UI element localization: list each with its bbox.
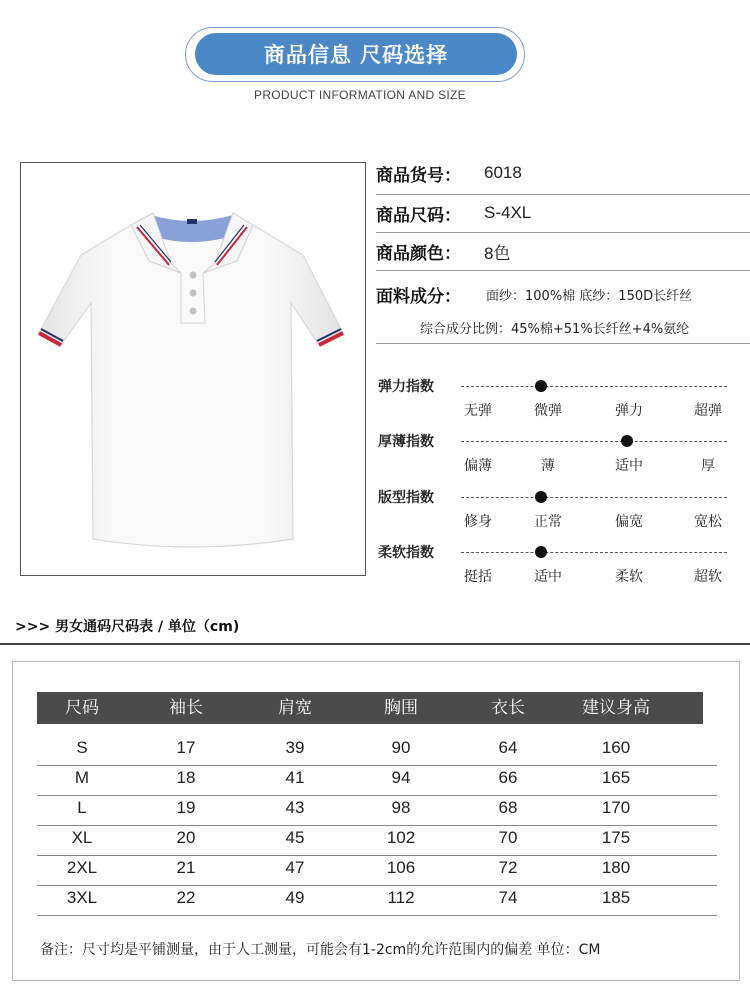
index-option: 厚 (701, 458, 715, 474)
size-table-header: 衣长 (491, 698, 525, 718)
product-image-frame (20, 162, 366, 576)
index-option: 修身 (464, 514, 492, 530)
index-option: 挺括 (464, 569, 492, 585)
divider (376, 270, 750, 271)
size-table-cell: 45 (285, 828, 305, 847)
item-number-label: 商品货号： (376, 165, 461, 186)
page-title: 商品信息 尺码选择 (195, 33, 517, 75)
index-option: 适中 (534, 569, 562, 585)
index-label: 版型指数 (378, 490, 434, 506)
size-range-label: 商品尺码： (376, 205, 461, 226)
index-selected-marker (535, 380, 547, 392)
size-range-row (376, 200, 750, 226)
index-label: 弹力指数 (378, 379, 434, 395)
size-table-cell: M (74, 768, 90, 787)
size-table-cell: 175 (601, 828, 631, 847)
item-number-value: 6018 (484, 163, 522, 182)
size-table-cell: 18 (176, 768, 196, 787)
index-option: 弹力 (615, 403, 643, 419)
index-option: 柔软 (615, 569, 643, 585)
index-option: 薄 (541, 458, 555, 474)
index-option: 偏薄 (464, 458, 492, 474)
size-table-cell: 102 (386, 828, 416, 847)
fabric-value: 面纱：100%棉 底纱：150D长纤丝 (486, 288, 693, 304)
size-table-cell: 43 (285, 798, 305, 817)
index-scale-line (461, 552, 727, 553)
table-row-divider (37, 915, 717, 916)
index-scale-line (461, 441, 727, 442)
size-table-cell: 160 (601, 738, 631, 757)
size-table-cell: 66 (498, 768, 518, 787)
table-row-divider (37, 825, 717, 826)
fabric-row (376, 281, 750, 307)
index-label: 柔软指数 (378, 545, 434, 561)
table-row-divider (37, 795, 717, 796)
table-row-divider (37, 855, 717, 856)
heading-divider (0, 643, 750, 645)
index-option: 超软 (694, 569, 722, 585)
size-table-header: 肩宽 (278, 698, 312, 718)
page-subtitle: PRODUCT INFORMATION AND SIZE (254, 88, 466, 102)
polo-shirt-image (21, 163, 365, 575)
size-table-cell: 180 (601, 858, 631, 877)
size-table-cell: 21 (176, 858, 196, 877)
size-table-heading: >>> 男女通码尺码表 / 单位（cm) (15, 619, 240, 635)
size-table-cell: 20 (176, 828, 196, 847)
fabric-ratio: 综合成分比例：45%棉+51%长纤丝+4%氨纶 (420, 322, 690, 337)
size-table-cell: 64 (498, 738, 518, 757)
size-table-cell: 39 (285, 738, 305, 757)
size-table-cell: 98 (391, 798, 411, 817)
size-range-value: S-4XL (484, 203, 532, 222)
color-count-row (376, 238, 750, 264)
size-table-cell: 41 (285, 768, 305, 787)
size-table-cell: 49 (285, 888, 305, 907)
size-table-cell: 106 (386, 858, 416, 877)
size-table-cell: 112 (387, 888, 415, 907)
size-table-cell: 19 (176, 798, 196, 817)
measurement-note: 备注：尺寸均是平铺测量，由于人工测量，可能会有1-2cm的允许范围内的偏差 单位：CM (40, 942, 601, 958)
size-table-cell: L (77, 798, 87, 817)
table-row-divider (37, 765, 717, 766)
size-table-cell: 170 (601, 798, 631, 817)
size-table-cell: 90 (391, 738, 411, 757)
index-option: 微弹 (534, 403, 562, 419)
table-row-divider (37, 885, 717, 886)
divider (376, 232, 750, 233)
index-option: 宽松 (694, 514, 722, 530)
item-number-row (376, 160, 750, 186)
index-option: 偏宽 (615, 514, 643, 530)
size-table-cell: 22 (176, 888, 196, 907)
size-table-cell: XL (71, 828, 93, 847)
index-selected-marker (621, 435, 633, 447)
size-table-cell: 165 (601, 768, 631, 787)
size-table-cell: 94 (391, 768, 411, 787)
divider (376, 194, 750, 195)
size-table-cell: 72 (498, 858, 518, 877)
index-option: 超弹 (694, 403, 722, 419)
size-table-header: 尺码 (65, 698, 99, 718)
size-table-cell: 17 (176, 738, 196, 757)
index-option: 无弹 (464, 403, 492, 419)
size-table-cell: 70 (498, 828, 518, 847)
color-count-label: 商品颜色： (376, 243, 461, 264)
size-table-header: 建议身高 (582, 698, 650, 718)
divider (376, 343, 750, 344)
size-table-header: 胸围 (384, 698, 418, 718)
index-selected-marker (535, 491, 547, 503)
index-scale-line (461, 386, 727, 387)
index-option: 适中 (615, 458, 643, 474)
color-count-value: 8色 (484, 243, 511, 263)
size-table-cell: 2XL (66, 858, 98, 877)
size-table-header: 袖长 (169, 698, 203, 718)
size-table-cell: S (76, 738, 88, 757)
size-table-cell: 74 (498, 888, 518, 907)
size-table-cell: 47 (285, 858, 305, 877)
size-table-cell: 3XL (66, 888, 98, 907)
size-table-cell: 185 (601, 888, 631, 907)
index-option: 正常 (534, 514, 562, 530)
size-table-cell: 68 (498, 798, 518, 817)
index-selected-marker (535, 546, 547, 558)
fabric-label: 面料成分： (376, 286, 461, 307)
index-label: 厚薄指数 (378, 434, 434, 450)
index-scale-line (461, 497, 727, 498)
